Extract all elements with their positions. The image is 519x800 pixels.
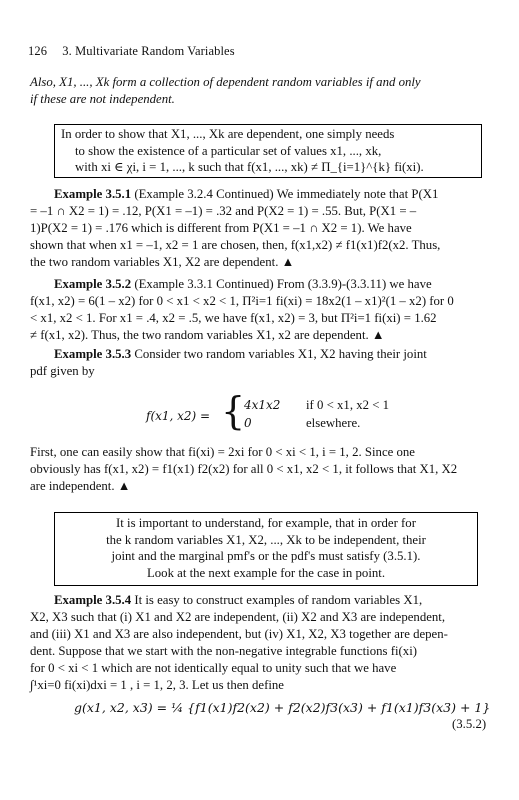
example-line: It is easy to construct examples of random variables X1, xyxy=(134,593,423,607)
left-brace: { xyxy=(221,389,246,433)
example-label: Example 3.5.1 xyxy=(54,187,132,201)
equation-number: (3.5.2) xyxy=(452,717,487,731)
intro-paragraph xyxy=(30,74,498,108)
example-line: the two random variables X1, X2 are dependent. ▲ xyxy=(30,255,295,269)
example-3-5-4 xyxy=(30,592,498,694)
case1-condition: if 0 < x1, x2 < 1 xyxy=(306,398,390,412)
example-line: ≠ f(x1, x2). Thus, the two random variables X1, x2 are dependent. ▲ xyxy=(30,328,385,342)
equation-g: g(x1, x2, x3) = ¼ {f1(x1)f2(x2) + f2(x2)f3(x3) + f1(x1)f3(x3) + 1} xyxy=(74,700,491,715)
box-line: with xi ∈ χi, i = 1, ..., k such that f(x1, ..., xk) ≠ Π_{i=1}^{k} fi(xi). xyxy=(75,160,424,174)
example-label: Example 3.5.3 xyxy=(54,347,132,361)
box-line: joint and the marginal pmf's or the pdf's must satisfy (3.5.1). xyxy=(111,549,421,563)
box-line: Look at the next example for the case in point. xyxy=(146,565,386,580)
case1-expression: 4x1x2 xyxy=(244,398,281,412)
equation-lhs: f(x1, x2) = xyxy=(146,409,211,423)
example-line: (Example 3.3.1 Continued) From (3.3.9)-(3.3.11) we have xyxy=(134,277,432,291)
example-label: Example 3.5.4 xyxy=(54,593,132,607)
intro-line: Also, X1, ..., Xk form a collection of dependent random variables if and only xyxy=(30,75,421,89)
example-line: are independent. ▲ xyxy=(30,479,131,493)
example-line: First, one can easily show that fi(xi) = 2xi for 0 < xi < 1, i = 1, 2. Since one xyxy=(30,445,415,459)
example-3-5-3-continued xyxy=(30,444,498,495)
example-line: X2, X3 such that (i) X1 and X2 are independent, (ii) X2 and X3 are independent, xyxy=(30,610,446,624)
example-line: obviously has f(x1, x2) = f1(x1) f2(x2) for all 0 < x1, x2 < 1, it follows that X1, X2 xyxy=(30,462,458,476)
example-line: f(x1, x2) = 6(1 – x2) for 0 < x1 < x2 < 1, Π²i=1 fi(xi) = 18x2(1 – x1)²(1 – x2) for 0 xyxy=(30,294,454,308)
example-line: dent. Suppose that we start with the non-negative integrable functions fi(xi) xyxy=(30,644,418,658)
box-line: It is important to understand, for example, that in order for xyxy=(116,516,416,530)
example-label: Example 3.5.2 xyxy=(54,277,132,291)
example-line: pdf given by xyxy=(30,364,95,378)
example-3-5-1 xyxy=(30,186,498,271)
example-line: ∫¹xi=0 fi(xi)dxi = 1 , i = 1, 2, 3. Let us then define xyxy=(30,678,284,692)
example-line: (Example 3.2.4 Continued) We immediately note that P(X1 xyxy=(134,187,439,201)
example-line: < x1, x2 < 1. For x1 = .4, x2 = .5, we have f(x1, x2) = 3, but Π²i=1 fi(xi) = 1.62 xyxy=(30,311,437,325)
intro-line: if these are not independent. xyxy=(30,92,175,106)
example-3-5-3 xyxy=(30,346,498,380)
example-line: shown that when x1 = –1, x2 = 1 are chosen, then, f(x1,x2) ≠ f1(x1)f2(x2. Thus, xyxy=(30,238,441,252)
example-line: Consider two random variables X1, X2 having their joint xyxy=(134,347,427,361)
case2-condition: elsewhere. xyxy=(306,416,361,430)
example-3-5-2 xyxy=(30,276,498,344)
example-line: 1)P(X2 = 1) = .176 which is different from P(X1 = –1 ∩ X2 = 1). We have xyxy=(30,221,412,235)
box-line: the k random variables X1, X2, ..., Xk to be independent, their xyxy=(106,532,426,547)
page-header xyxy=(28,44,235,59)
page-number: 126 xyxy=(28,44,48,58)
example-line: = –1 ∩ X2 = 1) = .12, P(X1 = –1) = .32 and P(X2 = 1) = .55. But, P(X1 = – xyxy=(30,204,417,218)
case2-expression: 0 xyxy=(244,416,252,430)
note-box-dependence xyxy=(54,124,482,178)
example-line: for 0 < xi < 1 which are not identically equal to unity such that we have xyxy=(30,661,397,675)
box-line: to show the existence of a particular set of values x1, ..., xk, xyxy=(75,143,382,158)
example-line: and (iii) X1 and X3 are also independent, but (iv) X1, X2, X3 together are depen- xyxy=(30,627,448,641)
note-box-independence xyxy=(54,512,478,586)
box-line: In order to show that X1, ..., Xk are dependent, one simply needs xyxy=(61,127,395,141)
chapter-title: 3. Multivariate Random Variables xyxy=(62,44,235,58)
